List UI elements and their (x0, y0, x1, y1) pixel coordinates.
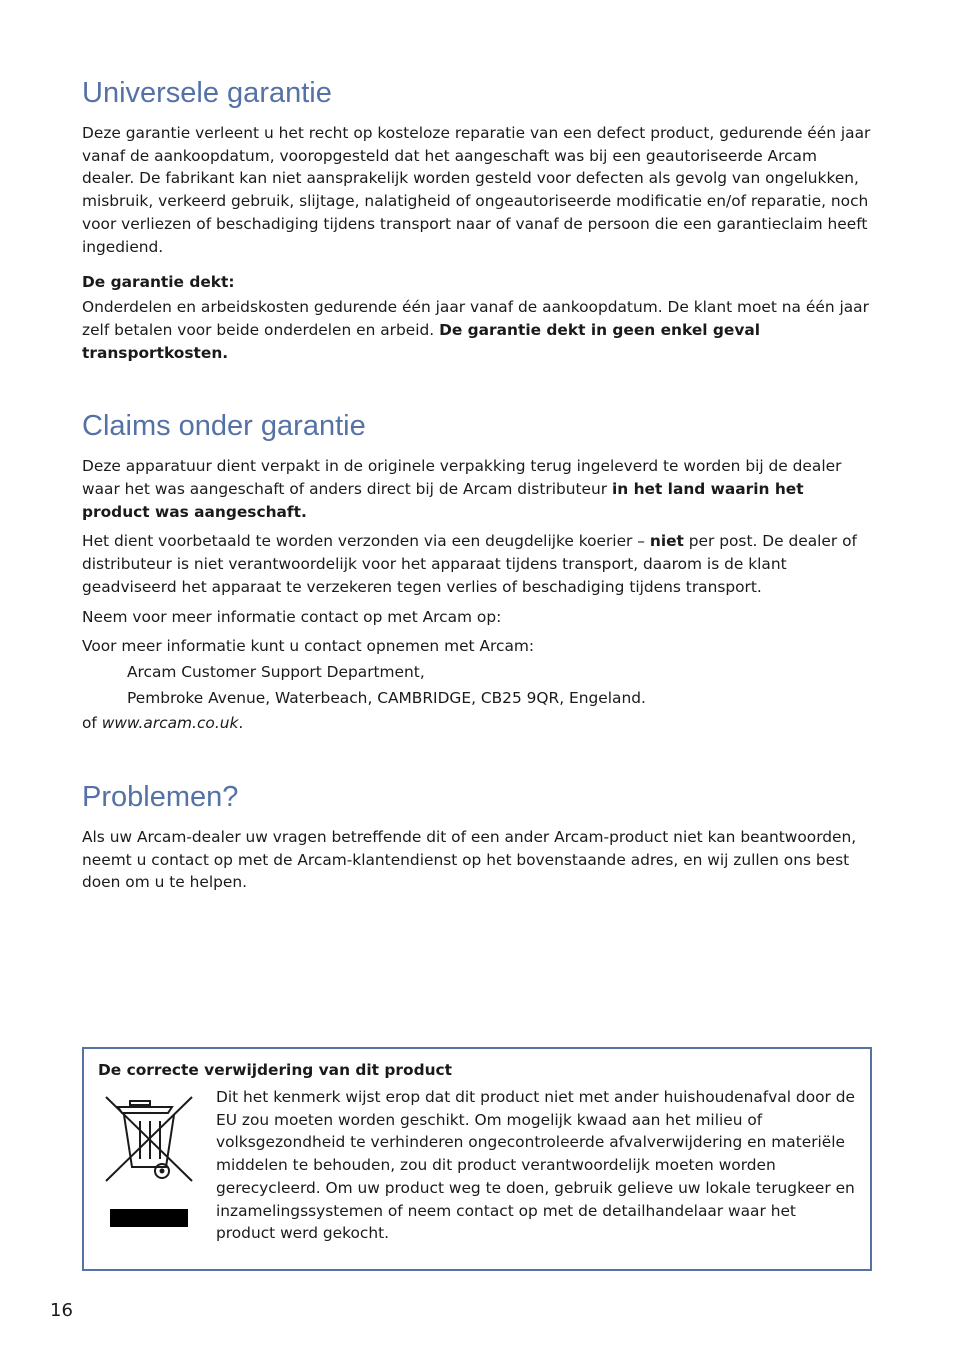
warranty-paragraph: Deze garantie verleent u het recht op kosteloze reparatie van een defect product, gedurende één jaar vanaf de aankoopdatum, vooropgesteld dat het aangeschaft was bij een geautoriseerde Arcam dealer. De fabrikant kan niet aansprakelijk worden gesteld voor defecten als gevolg van ongelukken, misbruik, verkeerd gebruik, slijtage, nalatigheid of ongeautoriseerde modificatie en/of reparatie, noch voor verliezen of beschadiging tijdens transport naar of vanaf de persoon die een garantieclaim heeft ingediend. (82, 124, 871, 256)
address-line-2: Pembroke Avenue, Waterbeach, CAMBRIDGE, CB25 9QR, Engeland. (127, 688, 646, 707)
address-line-1: Arcam Customer Support Department, (127, 662, 425, 681)
disposal-heading: De correcte verwijdering van dit product (98, 1061, 453, 1079)
problems-title: Problemen? (82, 781, 239, 814)
weee-crossed-bin-icon (104, 1095, 196, 1229)
problems-paragraph: Als uw Arcam-dealer uw vragen betreffende dit of een ander Arcam-product niet kan beantwoorden, neemt u contact op met de Arcam-klantendienst op het bovenstaande adres, en wij zullen ons best doen om u te helpen. (82, 828, 857, 892)
website-line: of www.arcam.co.uk. (82, 714, 244, 733)
warranty-covers-paragraph: Onderdelen en arbeidskosten gedurende één jaar vanaf de aankoopdatum. De klant moet na één jaar zelf betalen voor beide onderdelen en arbeid. De garantie dekt in geen enkel geval transportkosten. (82, 298, 869, 362)
claims-section (82, 407, 872, 735)
claims-paragraph-1: Deze apparatuur dient verpakt in de originele verpakking terug ingeleverd te worden bij de dealer waar het was aangeschaft of anders direct bij de Arcam distributeur in het land waarin het product was aangeschaft. (82, 457, 842, 521)
claims-paragraph-4: Voor meer informatie kunt u contact opnemen met Arcam: (82, 637, 535, 656)
claims-title: Claims onder garantie (82, 410, 366, 443)
warranty-title: Universele garantie (82, 77, 332, 109)
page-number: 16 (50, 1300, 73, 1321)
problems-section (82, 778, 872, 894)
warranty-covers-heading: De garantie dekt: (82, 273, 235, 292)
disposal-box (82, 1047, 872, 1271)
disposal-text: Dit het kenmerk wijst erop dat dit product niet met ander huishoudenafval door de EU zou moeten worden geschikt. Om mogelijk kwaad aan het milieu of volksgezondheid te verhinderen ongecontroleerde afvalverwijdering en materiële middelen te behouden, zou dit product verantwoordelijk moeten worden gerecycleerd. Om uw product weg te doen, gebruik gelieve uw lokale terugkeer en inzamelingssystemen of neem contact op met de detailhandelaar waar het product werd gekocht. (216, 1088, 855, 1243)
claims-paragraph-3: Neem voor meer informatie contact op met Arcam op: (82, 607, 502, 626)
disposal-text-block (216, 1086, 856, 1245)
website-link[interactable]: www.arcam.co.uk (101, 714, 239, 733)
warranty-section (82, 74, 872, 364)
claims-paragraph-2: Het dient voorbetaald te worden verzonden via een deugdelijke koerier – niet per post. De dealer of distributeur is niet verantwoordelijk voor het apparaat tijdens transport, daarom is de klant geadviseerd het apparaat te verzekeren tegen verlies of beschadiging tijdens transport. (82, 532, 857, 596)
page-content (82, 74, 872, 901)
